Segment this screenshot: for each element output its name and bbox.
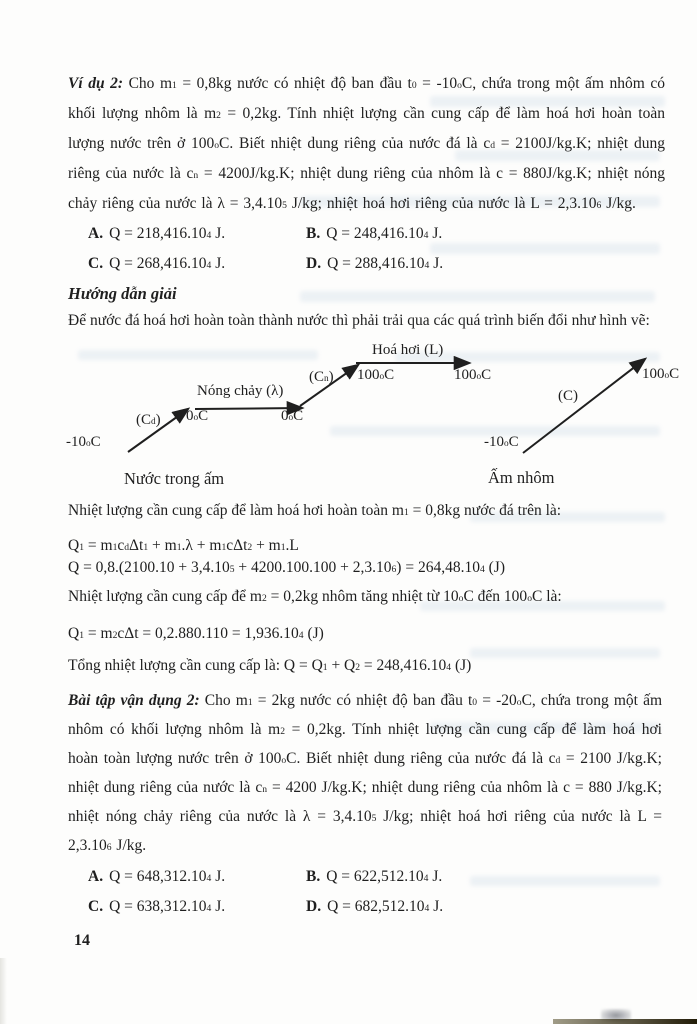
exercise-2-label: Bài tập vận dụng 2: <box>68 692 200 709</box>
solution-intro: Để nước đá hoá hơi hoàn toàn thành nước thì phải trải qua các quá trình biến đổi như hình vẽ: <box>68 312 650 329</box>
diagram-label-initial-temp-left: -10$^o$C <box>66 434 101 450</box>
example-2-option-a <box>88 224 306 244</box>
diagram-label-100-2: 100$^o$C <box>454 367 492 383</box>
option-letter: D. <box>306 898 322 915</box>
option-letter: C. <box>88 255 104 272</box>
exercise-2-option-b <box>306 867 443 887</box>
example-2-text: Cho $m_1 = 0,8kg$ nước có nhiệt độ ban đầu $t_0 = -10^oC$, chứa trong một ấm nhôm có khối lượng nhôm là $m_2 = 0,2kg$. Tính nhiệt lượng cần cung cấp để làm hoá hơi hoàn toàn lượng nước trên ở 100$^o$C. Biết nhiệt dung riêng của nước đá là $c_d = 2100J/kg.K$; nhiệt dung riêng của nước là $c_n = 4200J/kg.K$; nhiệt dung riêng của nhôm là c = 880J/kg.K; nhiệt nóng chảy riêng của nước là $\lambda = 3,4.10^5$ J/kg; nhiệt hoá hơi riêng của nước là $L = 2,3.10^6$ J/kg. <box>68 75 666 212</box>
option-text: $Q = 268,416.10^4$ J. <box>109 255 226 272</box>
solution-step2-text: Nhiệt lượng cần cung cấp để $m_2 = 0,2kg$ nhôm tăng nhiệt từ 10$^o$C đến 100$^o$C là: <box>68 588 562 605</box>
kettle-heating-arrow <box>523 359 645 453</box>
option-text: $Q = 622,512.10^4$ J. <box>326 868 443 885</box>
option-text: $Q = 648,312.10^4$ J. <box>109 868 226 885</box>
diagram-label-cn: $(C_n)$ <box>309 369 334 385</box>
example-2-problem <box>68 69 665 219</box>
diagram-label-vaporization: Hoá hơi (L) <box>372 342 444 358</box>
option-text: $Q = 682,512.10^4$ J. <box>327 898 444 915</box>
example-2-options <box>88 224 443 274</box>
bleedthrough-ghost <box>430 243 660 254</box>
exercise-2-option-d <box>306 897 443 917</box>
option-text: $Q = 288,416.10^4$ J. <box>327 255 444 272</box>
exercise-2-problem <box>68 686 662 860</box>
option-text: $Q = 248,416.10^4$ J. <box>326 225 443 242</box>
diagram-caption-water-in-kettle: Nước trong ấm <box>124 469 225 488</box>
diagram-label-zero-2: 0$^o$C <box>281 408 304 424</box>
diagram-label-100-3: 100$^o$C <box>642 366 680 382</box>
diagram-caption-aluminum-kettle: Ấm nhôm <box>488 468 555 487</box>
option-text: $Q = 638,312.10^4$ J. <box>109 898 226 915</box>
option-letter: A. <box>88 225 104 242</box>
example-2-option-d <box>306 254 443 274</box>
option-letter: B. <box>306 868 321 885</box>
scan-edge-bottom <box>553 1019 697 1024</box>
diagram-label-c: (C) <box>558 388 578 404</box>
solution-step1-text: Nhiệt lượng cần cung cấp để làm hoá hơi hoàn toàn $m_1 = 0,8kg$ nước đá trên là: <box>68 502 562 519</box>
option-letter: C. <box>88 898 104 915</box>
example-2-label: Ví dụ 2: <box>68 75 124 92</box>
bleedthrough-ghost <box>470 876 660 886</box>
example-2-option-b <box>306 224 443 244</box>
diagram-label-initial-temp-right: -10$^o$C <box>484 434 519 450</box>
exercise-2-options <box>88 867 443 917</box>
solution-step2-formula: $Q_1 = m_2c\Delta t = 0,2.880.110 = 1,936.10^4$ (J) <box>68 625 324 642</box>
diagram-label-zero-1: 0$^o$C <box>186 408 209 424</box>
page-number: 14 <box>74 932 90 949</box>
example-2-option-c <box>88 254 306 274</box>
solution-step1-formula: $Q_1 = m_1c_d\Delta t_1 + m_1.\lambda + m_1c\Delta t_2 + m_1.L$ <box>68 537 299 554</box>
solution-heading: Hướng dẫn giải <box>68 284 177 303</box>
option-text: $Q = 218,416.10^4$ J. <box>109 225 226 242</box>
bleedthrough-ghost <box>470 648 660 658</box>
exercise-2-text: Cho $m_1 = 2kg$ nước có nhiệt độ ban đầu $t_0 = -20^oC$, chứa trong một ấm nhôm có khối lượng nhôm là $m_2 = 0,2kg$. Tính nhiệt lượng cần cung cấp để làm hoá hơi hoàn toàn lượng nước trên ở 100$^o$C. Biết nhiệt dung riêng của nước đá là $c_d = 2100$ J/kg.K; nhiệt dung riêng của nước là $c_n = 4200$ J/kg.K; nhiệt dung riêng của nhôm là c = 880 J/kg.K; nhiệt nóng chảy riêng của nước là $\lambda = 3,4.10^5$ J/kg; nhiệt hoá hơi riêng của nước là $L = 2,3.10^6$ J/kg. <box>68 692 663 854</box>
solution-step1-result: $Q = 0,8.(2100.10 + 3,4.10^5 + 4200.100.100 + 2,3.10^6) = 264,48.10^4$ (J) <box>68 559 505 576</box>
phase-change-diagram <box>60 336 692 502</box>
solution-total: Tổng nhiệt lượng cần cung cấp là: $Q = Q_1 + Q_2 = 248,416.10^4$ (J) <box>68 657 472 674</box>
option-letter: A. <box>88 868 104 885</box>
scan-edge-left <box>0 958 7 1024</box>
option-letter: B. <box>306 225 321 242</box>
option-letter: D. <box>306 255 322 272</box>
bleedthrough-ghost <box>300 291 655 302</box>
exercise-2-option-c <box>88 897 306 917</box>
exercise-2-option-a <box>88 867 306 887</box>
diagram-label-100-1: 100$^o$C <box>357 367 395 383</box>
diagram-label-cd: $(C_d)$ <box>136 412 161 428</box>
diagram-label-melting: Nóng chảy (λ) <box>197 383 284 399</box>
